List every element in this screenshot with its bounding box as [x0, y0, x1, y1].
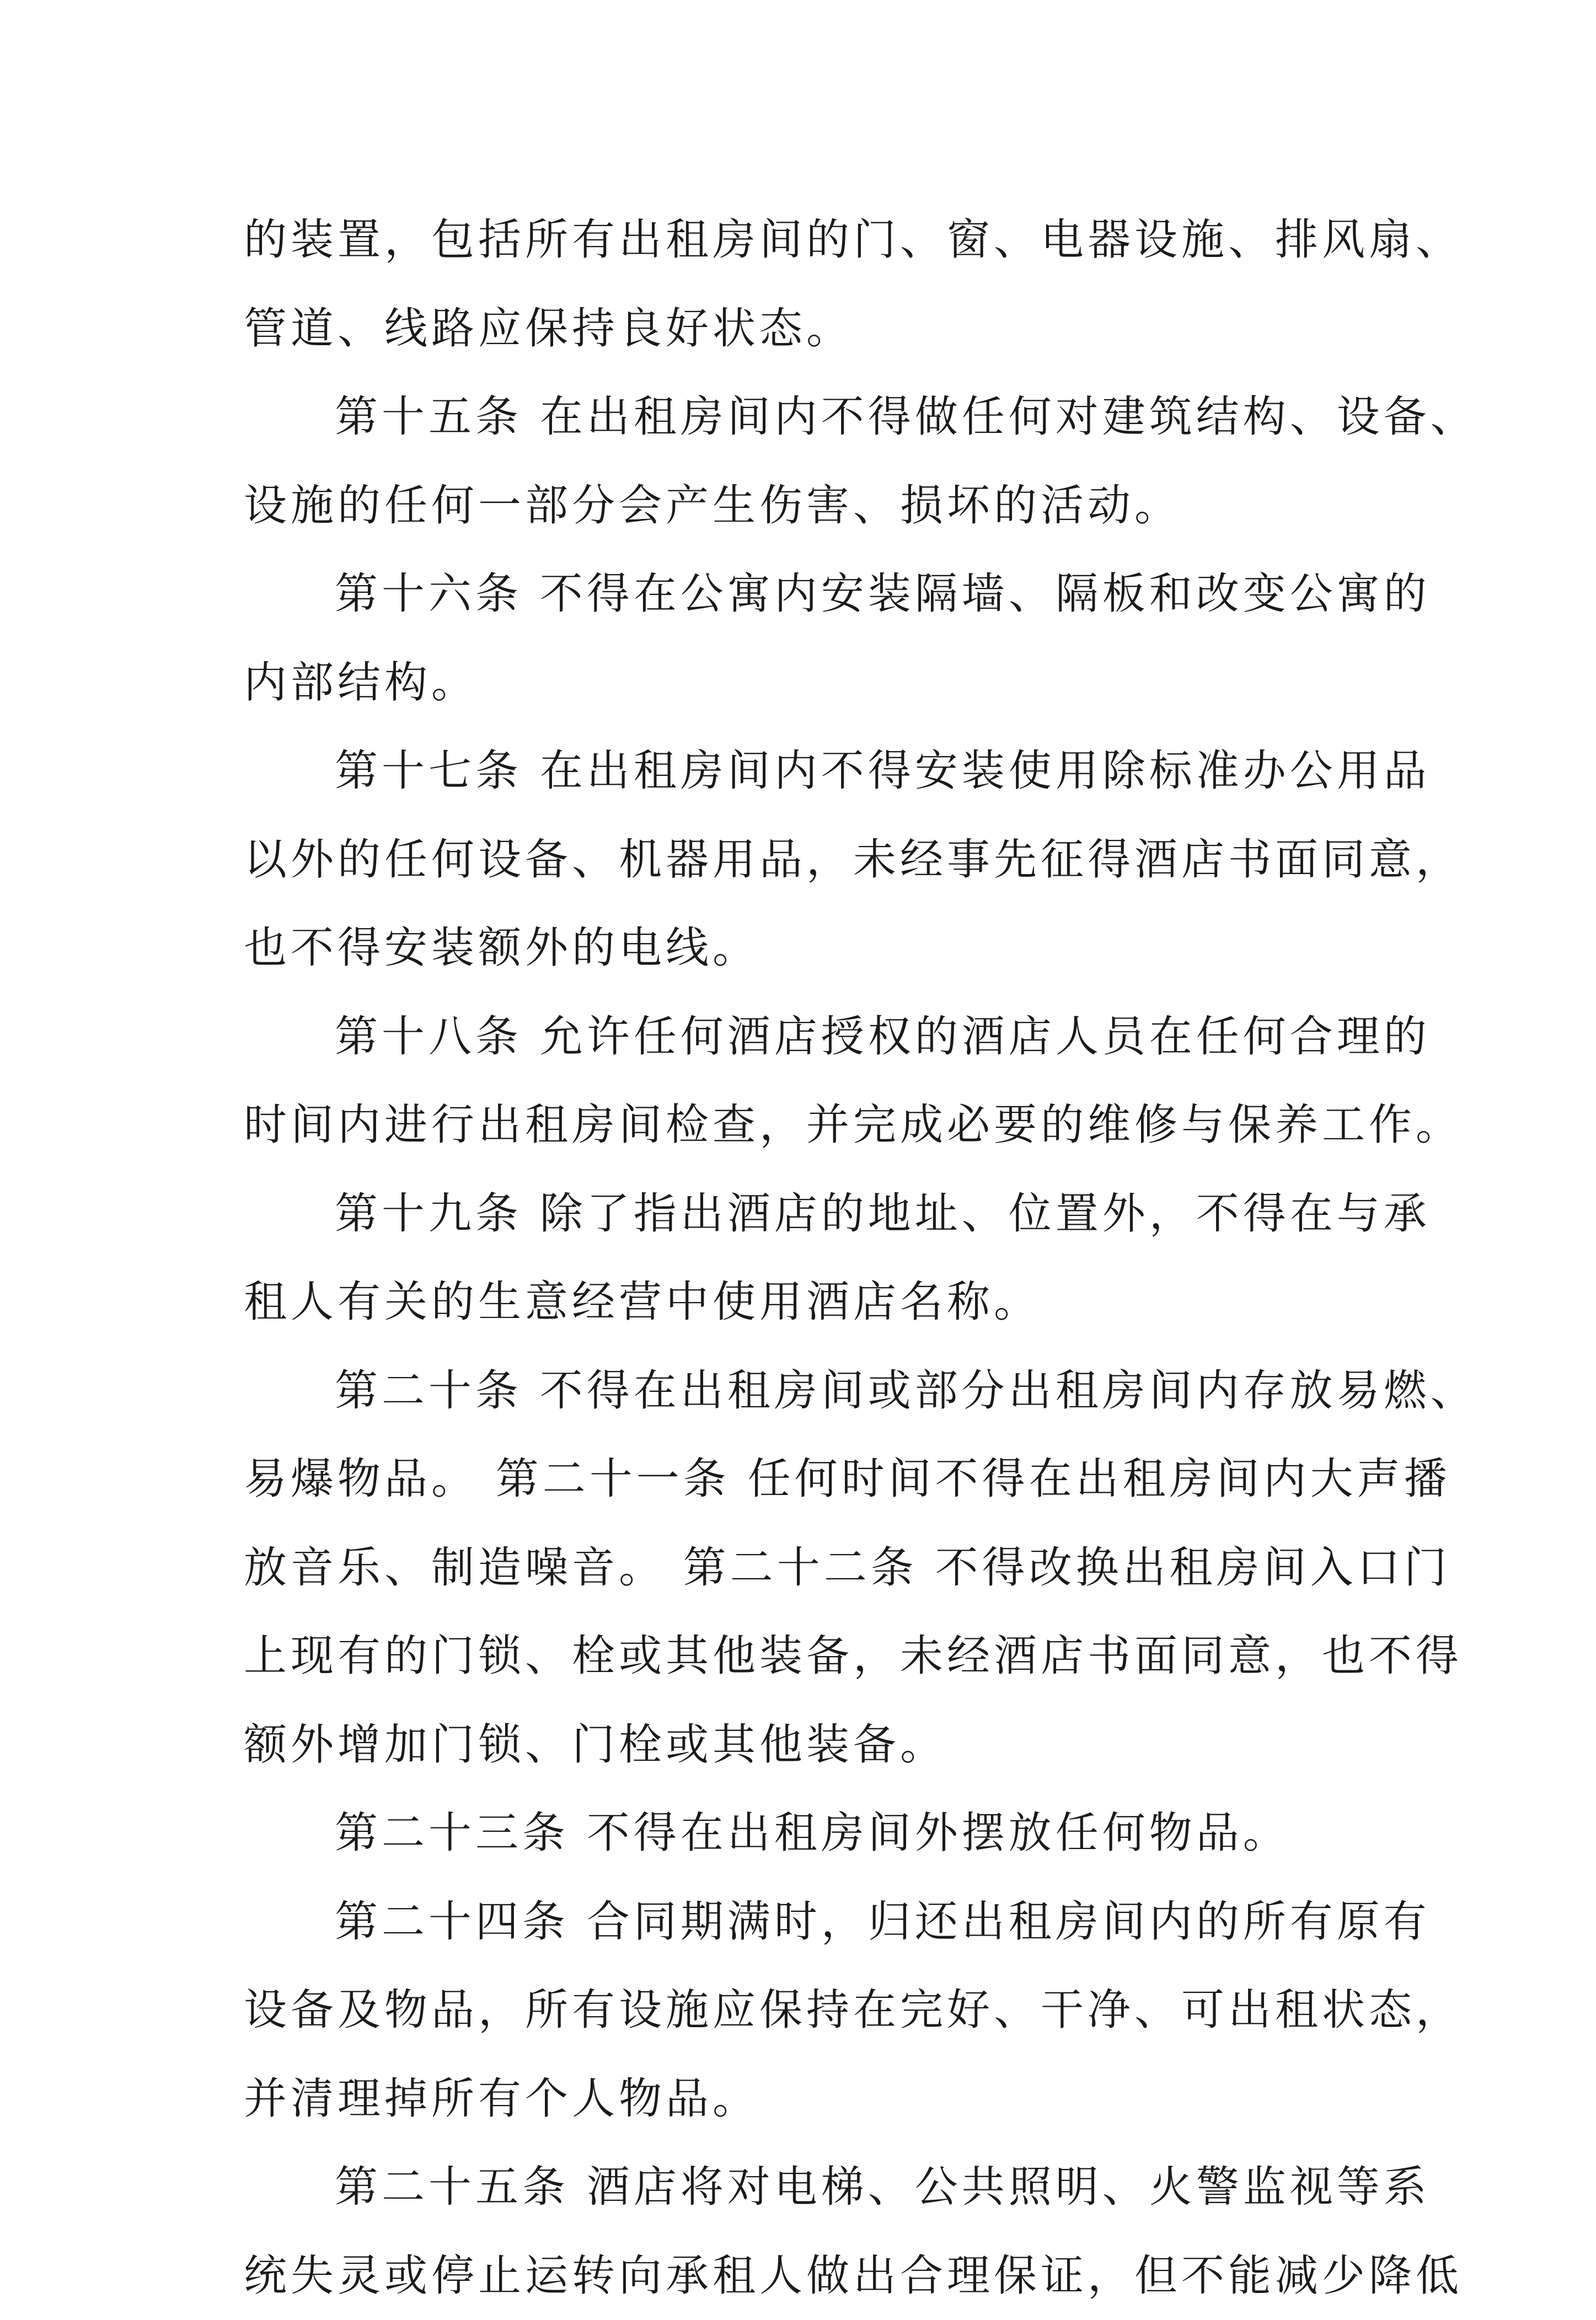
article-16-line-1: 第十六条 不得在公寓内安装隔墙、隔板和改变公寓的	[244, 550, 1369, 639]
article-18-line-1: 第十八条 允许任何酒店授权的酒店人员在任何合理的	[244, 993, 1369, 1081]
article-24-line-1: 第二十四条 合同期满时，归还出租房间内的所有原有	[244, 1878, 1369, 1967]
text-line-02: 管道、线路应保持良好状态。	[244, 285, 1369, 373]
article-21-22-line: 放音乐、制造噪音。 第二十二条 不得改换出租房间入口门	[244, 1524, 1369, 1612]
article-19-line-2: 租人有关的生意经营中使用酒店名称。	[244, 1258, 1369, 1347]
article-20-line-1: 第二十条 不得在出租房间或部分出租房间内存放易燃、	[244, 1347, 1369, 1435]
article-25-line-2: 统失灵或停止运转向承租人做出合理保证，但不能减少降低	[244, 2232, 1369, 2320]
article-17-line-1: 第十七条 在出租房间内不得安装使用除标准办公用品	[244, 727, 1369, 816]
article-25-line-1: 第二十五条 酒店将对电梯、公共照明、火警监视等系	[244, 2143, 1369, 2232]
article-22-line-3: 额外增加门锁、门栓或其他装备。	[244, 1701, 1369, 1789]
article-23-line-1: 第二十三条 不得在出租房间外摆放任何物品。	[244, 1789, 1369, 1878]
document-body	[244, 196, 1369, 2320]
article-17-line-3: 也不得安装额外的电线。	[244, 904, 1369, 993]
article-19-line-1: 第十九条 除了指出酒店的地址、位置外，不得在与承	[244, 1170, 1369, 1258]
article-15-line-1: 第十五条 在出租房间内不得做任何对建筑结构、设备、	[244, 373, 1369, 462]
article-22-line-2: 上现有的门锁、栓或其他装备，未经酒店书面同意，也不得	[244, 1612, 1369, 1701]
article-16-line-2: 内部结构。	[244, 639, 1369, 727]
article-18-line-2: 时间内进行出租房间检查，并完成必要的维修与保养工作。	[244, 1081, 1369, 1170]
article-24-line-3: 并清理掉所有个人物品。	[244, 2055, 1369, 2144]
text-line-01: 的装置，包括所有出租房间的门、窗、电器设施、排风扇、	[244, 196, 1369, 285]
article-17-line-2: 以外的任何设备、机器用品，未经事先征得酒店书面同意，	[244, 816, 1369, 904]
article-15-line-2: 设施的任何一部分会产生伤害、损坏的活动。	[244, 462, 1369, 550]
article-20-21-line: 易爆物品。 第二十一条 任何时间不得在出租房间内大声播	[244, 1435, 1369, 1524]
article-24-line-2: 设备及物品，所有设施应保持在完好、干净、可出租状态，	[244, 1966, 1369, 2055]
